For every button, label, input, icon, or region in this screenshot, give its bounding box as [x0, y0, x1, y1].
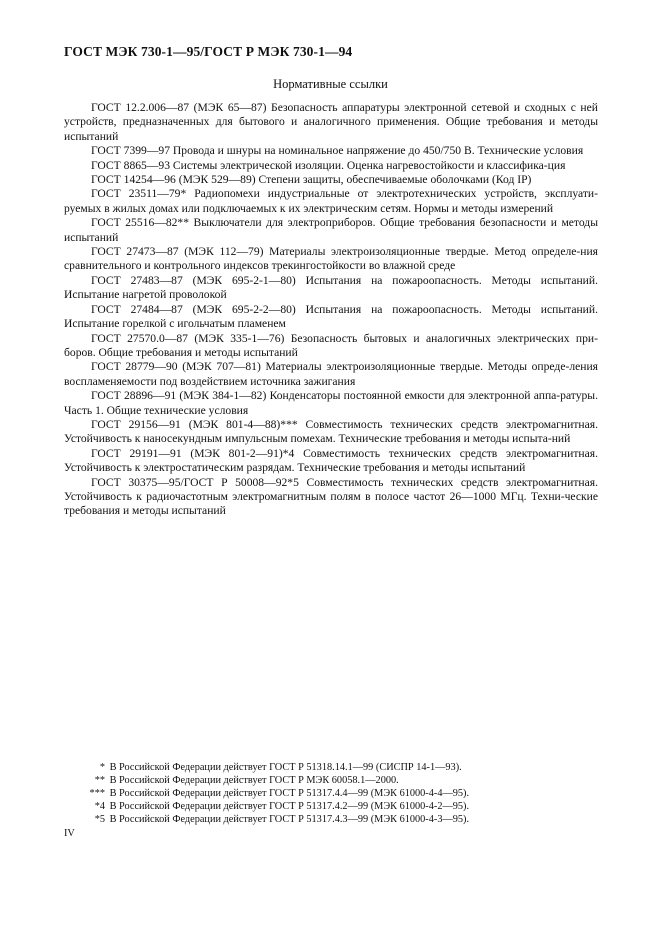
reference-item: ГОСТ 12.2.006—87 (МЭК 65—87) Безопасность аппаратуры электронной сетевой и сходных с ней устройств, предназначенных для бытового и аналогичного применения. Общие требования и методы испытаний	[64, 101, 598, 143]
reference-item: ГОСТ 29156—91 (МЭК 801-4—88)*** Совместимость технических средств электромагнитная. Устойчивость к наносекундным импульсным помехам. Технические требования и методы испыта-ний	[64, 417, 598, 446]
footnote-text: В Российской Федерации действует ГОСТ Р 51317.4.4—99 (МЭК 61000-4-4—95).	[109, 787, 470, 799]
reference-item: ГОСТ 28896—91 (МЭК 384-1—82) Конденсаторы постоянной емкости для электронной аппа-ратуры. Часть 1. Общие технические условия	[64, 389, 598, 417]
reference-item: ГОСТ 14254—96 (МЭК 529—89) Степени защиты, обеспечиваемые оболочками (Код IP)	[91, 173, 532, 187]
reference-item: ГОСТ 30375—95/ГОСТ Р 50008—92*5 Совместимость технических средств электромагнитная. Устойчивость к радиочастотным электромагнитным полям в полосе частот 26—1000 МГц. Техни-ческие требования и методы испытаний	[64, 475, 598, 518]
references-list	[64, 101, 598, 519]
reference-item: ГОСТ 27473—87 (МЭК 112—79) Материалы электроизоляционные твердые. Метод определе-ния сравнительного и контрольного индексов трекингостойкости во влажной среде	[64, 245, 598, 273]
footnote-text: В Российской Федерации действует ГОСТ Р 51317.4.2—99 (МЭК 61000-4-2—95).	[109, 800, 470, 812]
footnote-text: В Российской Федерации действует ГОСТ Р 51318.14.1—99 (СИСПР 14-1—93).	[109, 762, 462, 773]
footnote-mark: ***	[89, 787, 105, 799]
footnote-item	[64, 814, 598, 827]
document-header: ГОСТ МЭК 730-1—95/ГОСТ Р МЭК 730-1—94	[64, 44, 353, 59]
footnote-text: В Российской Федерации действует ГОСТ Р МЭК 60058.1—2000.	[109, 774, 399, 786]
footnotes	[64, 762, 598, 827]
reference-item: ГОСТ 28779—90 (МЭК 707—81) Материалы электроизоляционные твердые. Методы опреде-ления воспламеняемости под воздействием источника зажигания	[64, 360, 598, 388]
footnote-item	[64, 775, 598, 788]
reference-item: ГОСТ 27483—87 (МЭК 695-2-1—80) Испытания на пожароопасность. Методы испытаний. Испытание нагретой проволокой	[64, 273, 598, 302]
footnote-item	[64, 762, 598, 775]
section-title: Нормативные ссылки	[273, 77, 388, 91]
reference-item: ГОСТ 27570.0—87 (МЭК 335-1—76) Безопасность бытовых и аналогичных электрических при-боров. Общие требования и методы испытаний	[64, 331, 598, 359]
reference-item: ГОСТ 8865—93 Системы электрической изоляции. Оценка нагревостойкости и классифика-ция	[91, 158, 566, 172]
reference-item: ГОСТ 23511—79* Радиопомехи индустриальные от электротехнических устройств, эксплуати-руемых в жилых домах или подключаемых к их электрическим сетям. Нормы и методы измерений	[64, 187, 598, 215]
footnote-mark: *5	[94, 813, 105, 825]
reference-item: ГОСТ 7399—97 Провода и шнуры на номинальное напряжение до 450/750 В. Технические условия	[91, 144, 584, 158]
reference-item: ГОСТ 29191—91 (МЭК 801-2—91)*4 Совместимость технических средств электромагнитная. Устойчивость к электростатическим разрядам. Технические требования и методы испытаний	[64, 446, 598, 475]
footnote-item	[64, 801, 598, 814]
footnote-mark: **	[94, 774, 105, 786]
footnote-mark: *	[99, 762, 105, 773]
page-number: IV	[64, 828, 75, 839]
footnote-text: В Российской Федерации действует ГОСТ Р 51317.4.3—99 (МЭК 61000-4-3—95).	[109, 813, 470, 825]
reference-item: ГОСТ 25516—82** Выключатели для электроприборов. Общие требования безопасности и методы испытаний	[64, 216, 598, 244]
reference-item: ГОСТ 27484—87 (МЭК 695-2-2—80) Испытания на пожароопасность. Методы испытаний. Испытание горелкой с игольчатым пламенем	[64, 302, 598, 331]
footnote-mark: *4	[94, 800, 105, 812]
footnote-item	[64, 788, 598, 801]
